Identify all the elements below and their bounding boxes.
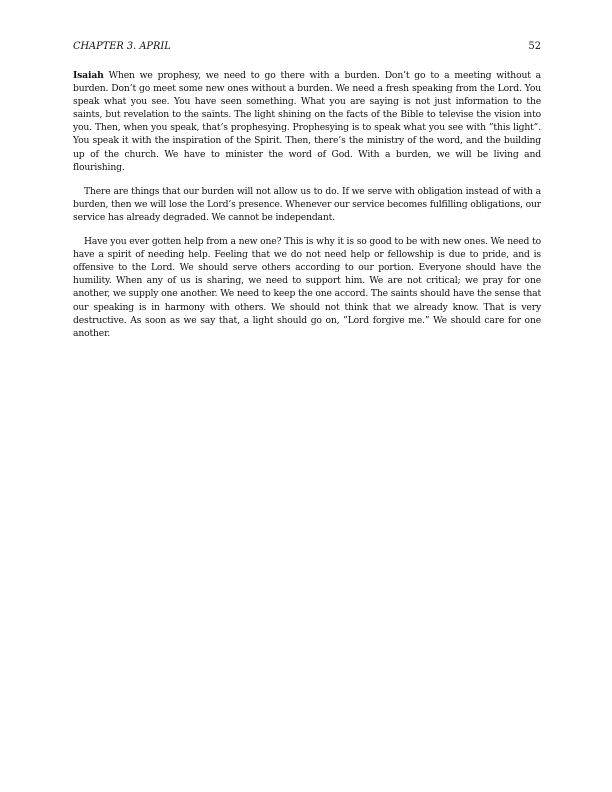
page-number: 52	[528, 41, 541, 52]
document-page	[73, 40, 541, 351]
running-header	[73, 40, 541, 54]
body-text	[73, 69, 541, 340]
paragraph-help: Have you ever gotten help from a new one? This is why it is so good to be with new ones. We need to have a spirit of needing help. Feeling that we do not need help or fellowship is due to pride, and is offensive to the Lord. We should serve others according to our portion. Everyone should have the humility. When any of us is sharing, we need to support him. We are not critical; we pray for one another, we supply one another. We need to keep the one accord. The saints should have the sense that our speaking is in harmony with others. We should not think that we already know. That is very destructive. As soon as we say that, a light should go on, ”Lord forgive me.” We should care for one another.	[73, 236, 541, 339]
paragraph-heading: Isaiah	[73, 70, 104, 81]
paragraph-text: When we prophesy, we need to go there with a burden. Don’t go to a meeting without a burden. Don’t go meet some new ones without a burden. We need a fresh speaking from the Lord. You speak what you see. You have seen something. What you are saying is not just information to the saints, but revelation to the saints. The light shining on the facts of the Bible to televise the vision into you. Then, when you speak, that’s prophesying. Prophesying is to speak what you see with ”this light”. You speak it with the inspiration of the Spirit. Then, there’s the ministry of the word, and the building up of the church. We have to minister the word of God. With a burden, we will be living and flourishing.	[73, 70, 541, 173]
chapter-title: CHAPTER 3. APRIL	[73, 41, 171, 52]
paragraph-isaiah	[73, 69, 541, 174]
paragraph-burden: There are things that our burden will not allow us to do. If we serve with obligation instead of with a burden, then we will lose the Lord’s presence. Whenever our service becomes fulfilling obligations, our service has already degraded. We cannot be independant.	[73, 185, 541, 223]
